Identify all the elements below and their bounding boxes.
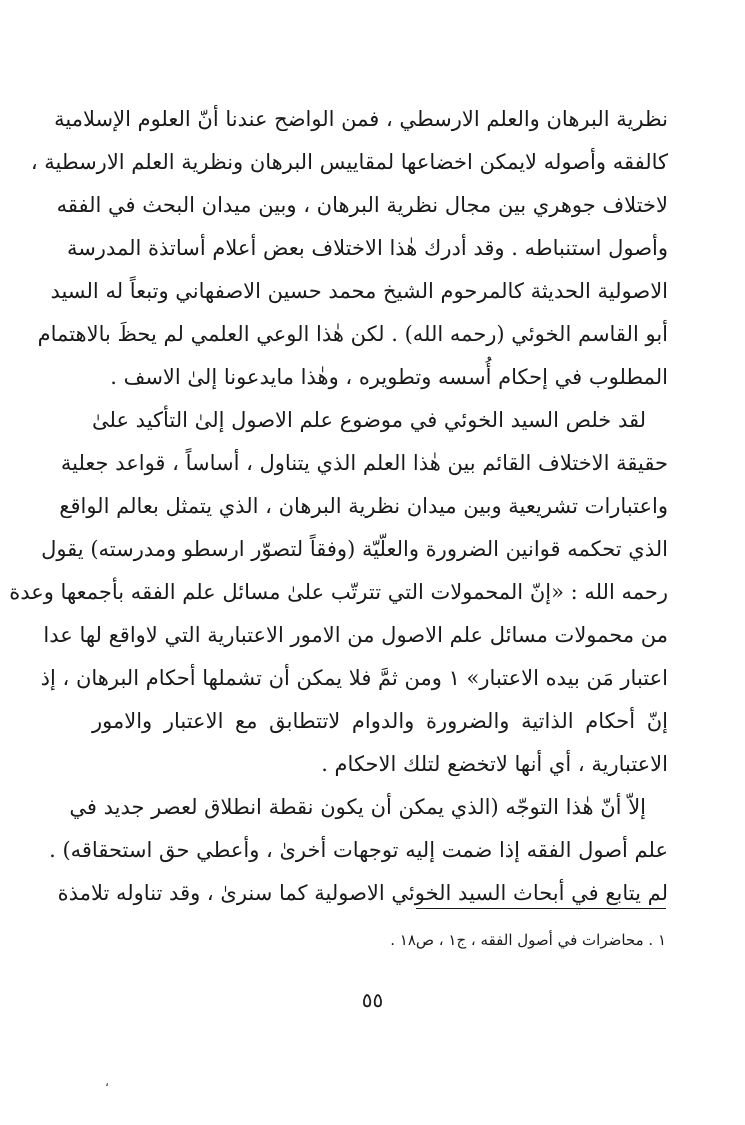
- page-number: ٥٥: [361, 988, 384, 1012]
- text-line: لقد خلص السيد الخوئي في موضوع علم الاصول إلىٰ التأكيد علىٰ: [92, 408, 647, 432]
- footnote-divider: [416, 908, 666, 909]
- text-line: الذي تحكمه قوانين الضرورة والعلّيّة (وفقاً لتصوّر ارسطو ومدرسته) يقول: [41, 537, 668, 561]
- text-line: اعتبار مَن بيده الاعتبار» ١ ومن ثمَّ فلا يمكن أن تشملها أحكام البرهان ، إذ: [40, 666, 668, 690]
- text-line: من محمولات مسائل علم الاصول من الامور الاعتبارية التي لاواقع لها عدا: [43, 623, 668, 647]
- text-line: حقيقة الاختلاف القائم بين هٰذا العلم الذي يتناول ، أساساً ، قواعد جعلية: [60, 451, 668, 475]
- text-line: إلاّ أنّ هٰذا التوجّه (الذي يمكن أن يكون نقطة انطلاق لعصر جديد في: [69, 795, 646, 819]
- text-line: لم يتابع في أبحاث السيد الخوئي الاصولية كما سنرىٰ ، وقد تناوله تلامذة: [57, 881, 668, 905]
- paragraph-1: [30, 98, 668, 399]
- text-line: واعتبارات تشريعية وبين ميدان نظرية البرهان ، الذي يتمثل بعالم الواقع: [59, 494, 668, 518]
- text-line: الاعتبارية ، أي أنها لاتخضع لتلك الاحكام .: [321, 752, 668, 776]
- paragraph-2: [9, 399, 668, 786]
- text-line: لاختلاف جوهري بين مجال نظرية البرهان ، وبين ميدان البحث في الفقه: [56, 193, 668, 217]
- text-line: إنّ أحكام الذاتية والضرورة والدوام لاتتطابق مع الاعتبار والامور: [92, 709, 668, 733]
- paragraph-3: [49, 786, 668, 915]
- text-line: أبو القاسم الخوئي (رحمه الله) . لكن هٰذا الوعي العلمي لم يحظَ بالاهتمام: [37, 322, 668, 346]
- text-line: رحمه الله : «إنّ المحمولات التي تترتّب علىٰ مسائل علم الفقه بأجمعها وعدة: [9, 580, 668, 604]
- text-line: علم أصول الفقه إذا ضمت إليه توجهات أخرىٰ ، وأعطي حق استحقاقه) .: [49, 838, 668, 862]
- text-line: الاصولية الحديثة كالمرحوم الشيخ محمد حسين الاصفهاني وتبعاً له السيد: [50, 279, 668, 303]
- text-line: كالفقه وأصوله لايمكن اخضاعها لمقاييس البرهان ونظرية العلم الارسطية ،: [30, 150, 668, 174]
- text-line: المطلوب في إحكام أُسسه وتطويره ، وهٰذا مايدعونا إلىٰ الاسف .: [110, 365, 668, 389]
- text-line: نظرية البرهان والعلم الارسطي ، فمن الواضح عندنا أنّ العلوم الإسلامية: [54, 107, 668, 131]
- footnote: ١ . محاضرات في أصول الفقه ، ج١ ، ص١٨ .: [390, 931, 666, 949]
- stray-mark: ،: [105, 1075, 109, 1089]
- text-line: وأصول استنباطه . وقد أدرك هٰذا الاختلاف بعض أعلام أساتذة المدرسة: [66, 236, 668, 260]
